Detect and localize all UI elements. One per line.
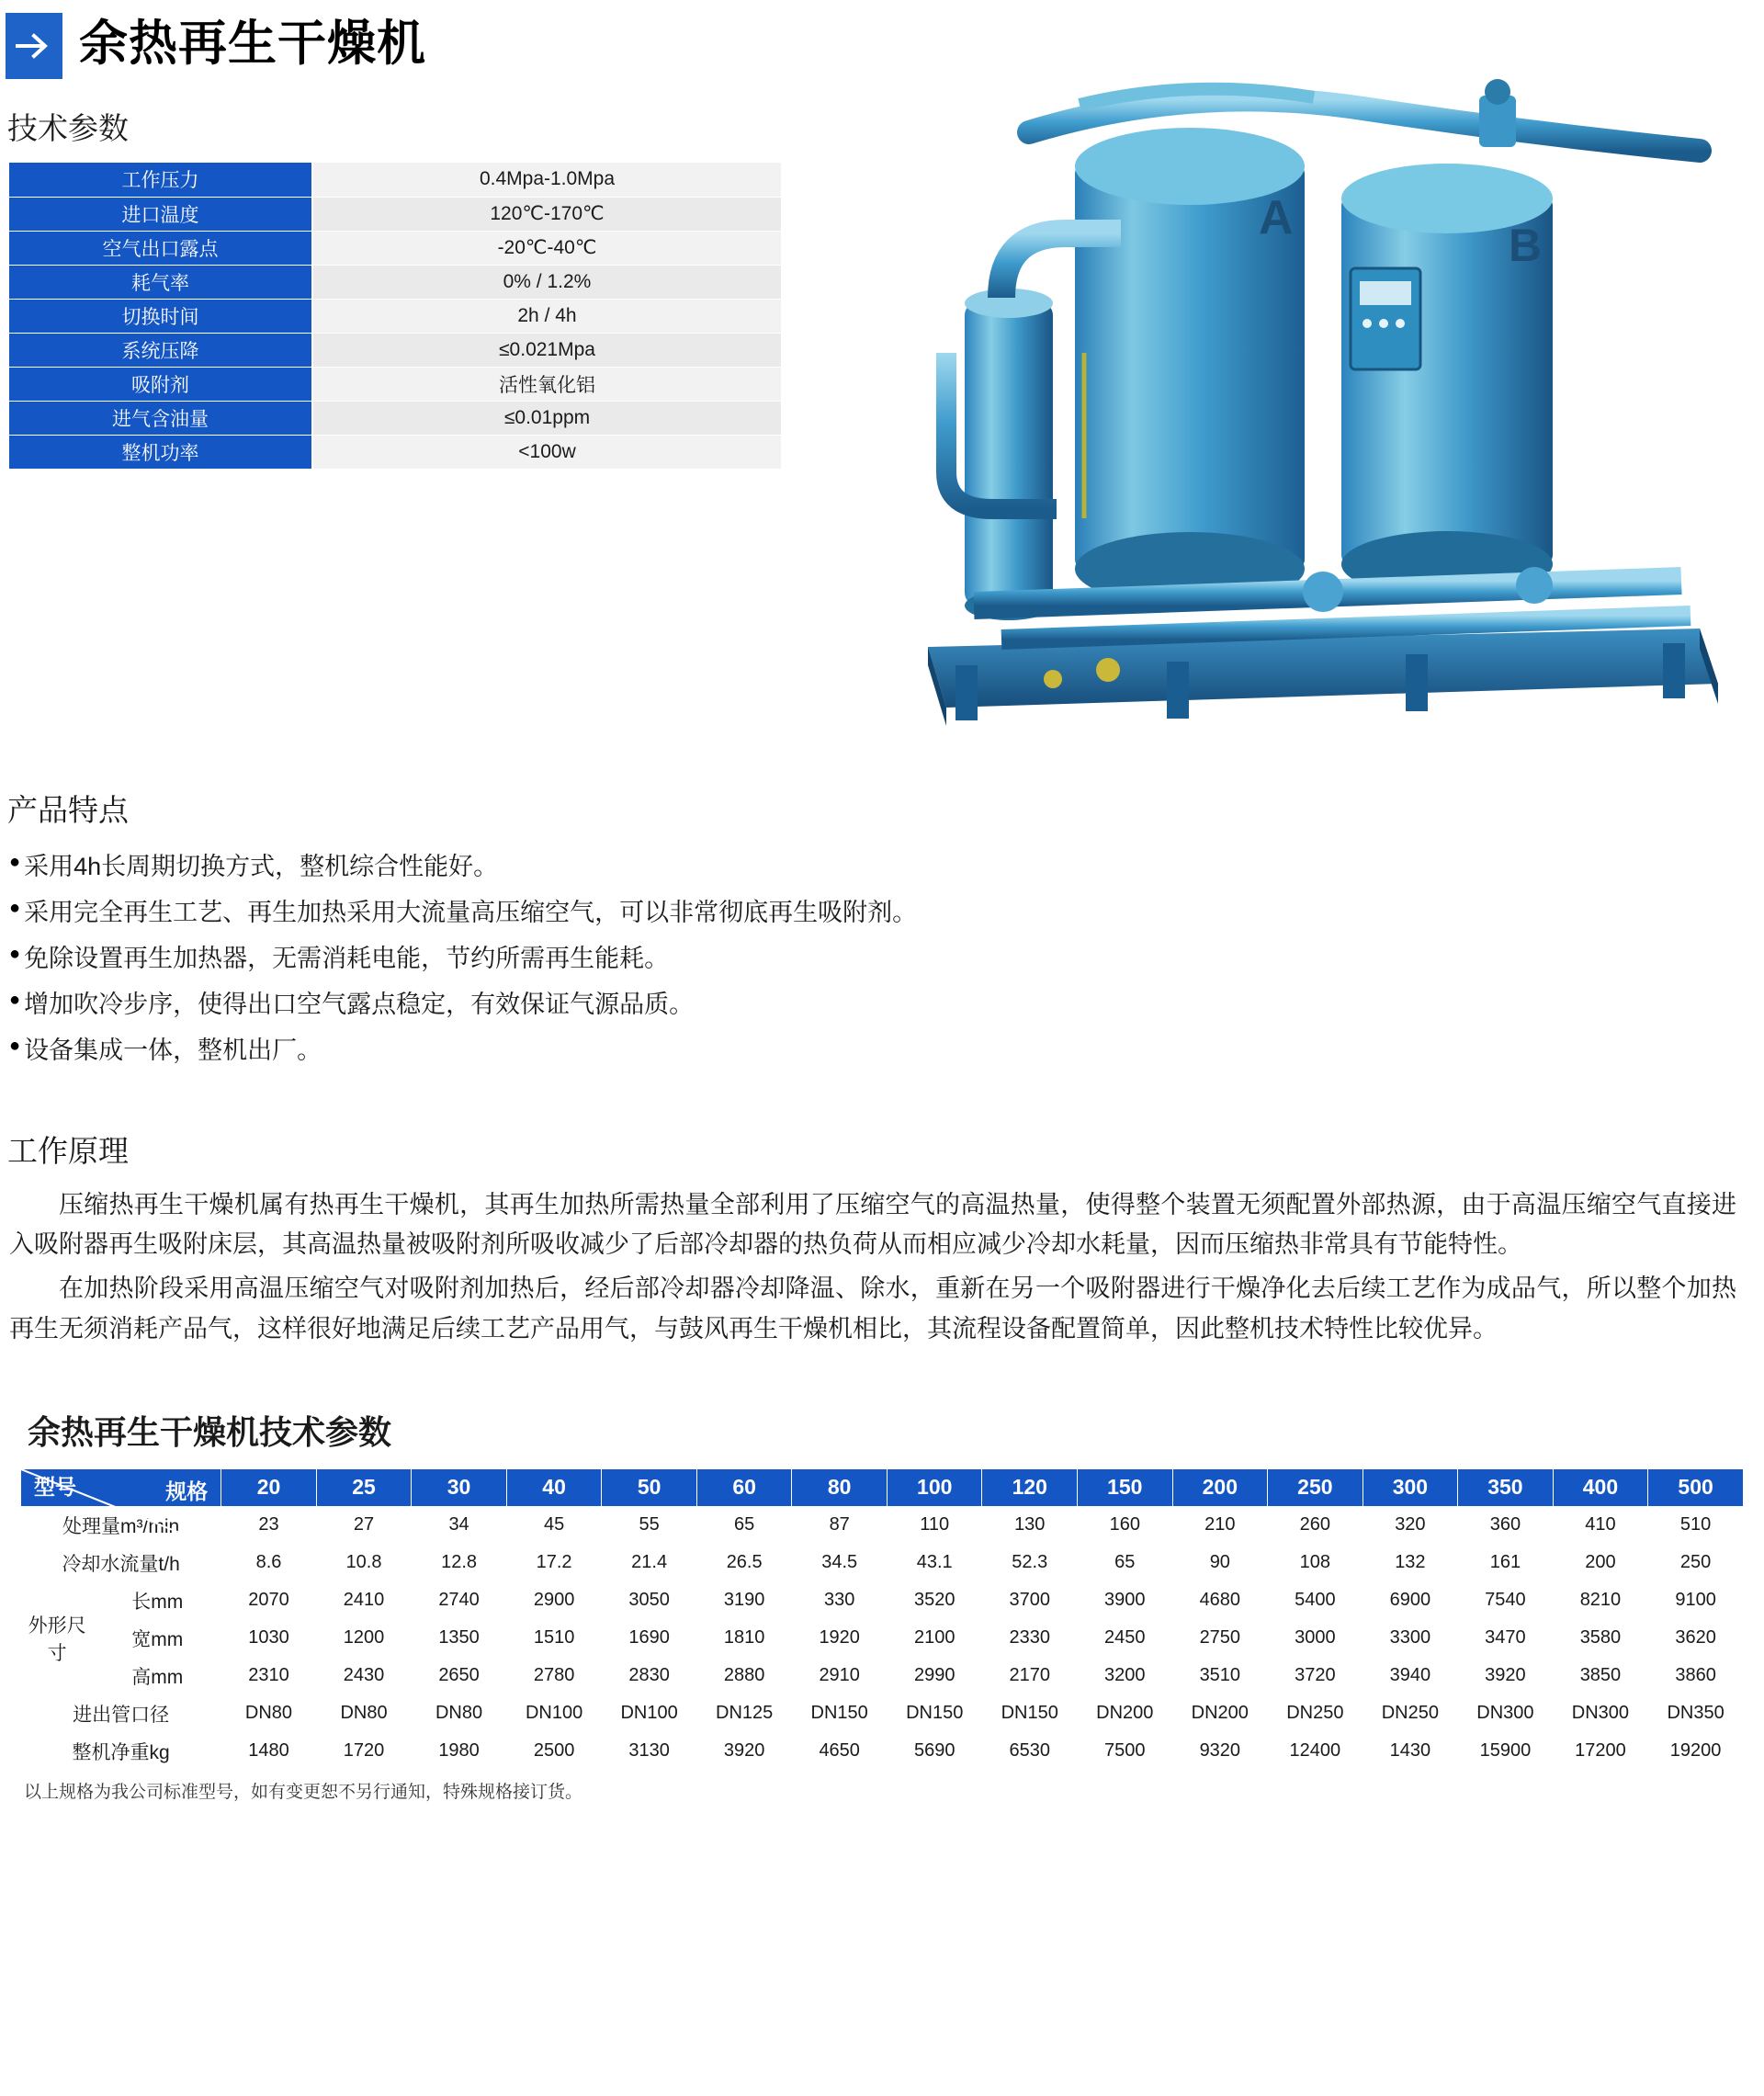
cell: 3920 [696, 1732, 792, 1770]
cell: 1720 [316, 1732, 412, 1770]
cell: 3050 [602, 1581, 697, 1619]
tech-spec-table [9, 163, 781, 470]
cell: 3130 [602, 1732, 697, 1770]
table-row [21, 1619, 1744, 1657]
cell: 8210 [1553, 1581, 1648, 1619]
principle-paragraph: 压缩热再生干燥机属有热再生干燥机，其再生加热所需热量全部利用了压缩空气的高温热量，使得整个装置无须配置外部热源，由于高温压缩空气直接进入吸附器再生吸附床层，其高温热量被吸附剂所吸收减少了后部冷却器的热负荷从而相应减少冷却水耗量，因而压缩热非常具有节能特性。 [9, 1190, 1736, 1259]
row-sub-label: 宽mm [94, 1619, 221, 1657]
cell: 9320 [1172, 1732, 1268, 1770]
table-row [9, 367, 781, 401]
list-item [9, 890, 1764, 936]
col-header: 200 [1172, 1468, 1268, 1506]
row-label: 冷却水流量t/h [21, 1544, 221, 1581]
cell: DN125 [696, 1694, 792, 1732]
spec-key: 进口温度 [9, 197, 312, 231]
table-row [9, 197, 781, 231]
row-label: 整机净重kg [21, 1732, 221, 1770]
cell: DN80 [221, 1694, 317, 1732]
corner-label-spec: 规格 [165, 1479, 209, 1503]
arrow-right-icon [6, 13, 62, 79]
big-table-heading: 余热再生干燥机技术参数 [28, 1412, 392, 1451]
cell: DN200 [1078, 1694, 1173, 1732]
cell: 2100 [887, 1619, 982, 1657]
cell: 65 [1078, 1544, 1173, 1581]
cell: 3940 [1363, 1657, 1458, 1694]
spec-value: 2h / 4h [312, 299, 781, 333]
row-label: 进出管口径 [21, 1694, 221, 1732]
cell: DN100 [506, 1694, 602, 1732]
cell: 3300 [1363, 1619, 1458, 1657]
cell: 3580 [1553, 1619, 1648, 1657]
cell: 21.4 [602, 1544, 697, 1581]
col-header: 20 [221, 1468, 317, 1506]
cell: 4650 [792, 1732, 888, 1770]
list-item [9, 1028, 1764, 1074]
cell: 3920 [1458, 1657, 1554, 1694]
list-item [9, 982, 1764, 1028]
cell: 330 [792, 1581, 888, 1619]
row-label: 处理量m³/min [21, 1506, 221, 1544]
cell: 2500 [506, 1732, 602, 1770]
cell: 1480 [221, 1732, 317, 1770]
cell: 1430 [1363, 1732, 1458, 1770]
cell: 3700 [982, 1581, 1078, 1619]
spec-value: 120℃-170℃ [312, 197, 781, 231]
features-heading: 产品特点 [7, 793, 129, 827]
cell: 2990 [887, 1657, 982, 1694]
corner-label-model: 型号 [34, 1474, 76, 1499]
cell: 34 [412, 1506, 507, 1544]
cell: 52.3 [982, 1544, 1078, 1581]
col-header: 120 [982, 1468, 1078, 1506]
cell: 9100 [1648, 1581, 1744, 1619]
cell: 90 [1172, 1544, 1268, 1581]
cell: 55 [602, 1506, 697, 1544]
cell: 1350 [412, 1619, 507, 1657]
cell: 87 [792, 1506, 888, 1544]
spec-key: 进气含油量 [9, 401, 312, 435]
bullet-icon: ● [9, 989, 21, 1010]
table-row [21, 1581, 1744, 1619]
cell: DN150 [982, 1694, 1078, 1732]
product-photo [891, 77, 1755, 776]
cell: 1980 [412, 1732, 507, 1770]
cell: 3200 [1078, 1657, 1173, 1694]
spec-key: 耗气率 [9, 265, 312, 299]
cell: 3000 [1268, 1619, 1363, 1657]
principle-heading: 工作原理 [7, 1133, 129, 1168]
cell: 161 [1458, 1544, 1554, 1581]
cell: 132 [1363, 1544, 1458, 1581]
col-header: 60 [696, 1468, 792, 1506]
cell: 2910 [792, 1657, 888, 1694]
row-sub-label: 高mm [94, 1657, 221, 1694]
spec-key: 工作压力 [9, 163, 312, 197]
cell: DN250 [1363, 1694, 1458, 1732]
cell: 4680 [1172, 1581, 1268, 1619]
feature-text: 设备集成一体，整机出厂。 [24, 1036, 322, 1064]
table-row [9, 299, 781, 333]
cell: 160 [1078, 1506, 1173, 1544]
cell: DN300 [1553, 1694, 1648, 1732]
table-row [9, 333, 781, 367]
bullet-icon: ● [9, 897, 21, 918]
cell: 130 [982, 1506, 1078, 1544]
cell: 260 [1268, 1506, 1363, 1544]
cell: 320 [1363, 1506, 1458, 1544]
spec-value: ≤0.021Mpa [312, 333, 781, 367]
spec-key: 切换时间 [9, 299, 312, 333]
col-header: 25 [316, 1468, 412, 1506]
principle-body [9, 1185, 1736, 1350]
cell: DN150 [792, 1694, 888, 1732]
cell: 5690 [887, 1732, 982, 1770]
spec-key: 整机功率 [9, 435, 312, 469]
cell: DN80 [316, 1694, 412, 1732]
cell: 12400 [1268, 1732, 1363, 1770]
cell: 2070 [221, 1581, 317, 1619]
cell: 3900 [1078, 1581, 1173, 1619]
cell: 45 [506, 1506, 602, 1544]
cell: 2650 [412, 1657, 507, 1694]
table-row [21, 1732, 1744, 1770]
table-corner-cell [21, 1468, 221, 1506]
principle-paragraph: 在加热阶段采用高温压缩空气对吸附剂加热后，经后部冷却器冷却降温、除水，重新在另一个吸附器进行干燥净化去后续工艺作为成品气，所以整个加热再生无须消耗产品气，这样很好地满足后续工艺产品用气，与鼓风再生干燥机相比，其流程设备配置简单，因此整机技术特性比较优异。 [9, 1275, 1736, 1343]
table-row [9, 265, 781, 299]
cell: 10.8 [316, 1544, 412, 1581]
cell: 2330 [982, 1619, 1078, 1657]
cell: 34.5 [792, 1544, 888, 1581]
cell: 510 [1648, 1506, 1744, 1544]
cell: 3860 [1648, 1657, 1744, 1694]
col-header: 400 [1553, 1468, 1648, 1506]
table-row [21, 1506, 1744, 1544]
big-table-wrap [20, 1468, 1744, 1771]
cell: 2310 [221, 1657, 317, 1694]
cell: 360 [1458, 1506, 1554, 1544]
cell: 1690 [602, 1619, 697, 1657]
cell: 3510 [1172, 1657, 1268, 1694]
cell: 3620 [1648, 1619, 1744, 1657]
col-header: 350 [1458, 1468, 1554, 1506]
svg-text:A: A [1259, 191, 1294, 244]
cell: DN200 [1172, 1694, 1268, 1732]
table-row [21, 1544, 1744, 1581]
cell: 2780 [506, 1657, 602, 1694]
spec-value: <100w [312, 435, 781, 469]
cell: 1510 [506, 1619, 602, 1657]
list-item [9, 844, 1764, 890]
cell: 27 [316, 1506, 412, 1544]
cell: 2900 [506, 1581, 602, 1619]
technical-parameters-table [20, 1468, 1744, 1771]
cell: 1810 [696, 1619, 792, 1657]
col-header: 100 [887, 1468, 982, 1506]
cell: 2430 [316, 1657, 412, 1694]
feature-list [9, 844, 1764, 1074]
cell: 2410 [316, 1581, 412, 1619]
cell: DN100 [602, 1694, 697, 1732]
spec-value: 活性氧化铝 [312, 367, 781, 401]
bullet-icon: ● [9, 1035, 21, 1056]
table-row [9, 401, 781, 435]
cell: DN350 [1648, 1694, 1744, 1732]
table-row [21, 1657, 1744, 1694]
feature-text: 增加吹冷步序，使得出口空气露点稳定，有效保证气源品质。 [24, 990, 695, 1018]
col-header: 500 [1648, 1468, 1744, 1506]
col-header: 250 [1268, 1468, 1363, 1506]
table-header-row [21, 1468, 1744, 1506]
cell: DN80 [412, 1694, 507, 1732]
cell: DN250 [1268, 1694, 1363, 1732]
row-sub-label: 长mm [94, 1581, 221, 1619]
cell: 5400 [1268, 1581, 1363, 1619]
cell: 200 [1553, 1544, 1648, 1581]
cell: 17200 [1553, 1732, 1648, 1770]
bullet-icon: ● [9, 852, 21, 872]
cell: 108 [1268, 1544, 1363, 1581]
cell: 2750 [1172, 1619, 1268, 1657]
cell: 6530 [982, 1732, 1078, 1770]
top-section [0, 105, 1764, 766]
spec-key: 吸附剂 [9, 367, 312, 401]
feature-text: 免除设置再生加热器，无需消耗电能，节约所需再生能耗。 [24, 944, 670, 972]
page-title: 余热再生干燥机 [79, 16, 426, 71]
col-header: 50 [602, 1468, 697, 1506]
cell: 1030 [221, 1619, 317, 1657]
table-row [21, 1694, 1744, 1732]
spec-key: 空气出口露点 [9, 231, 312, 265]
spec-table-wrap [9, 163, 781, 470]
spec-value: -20℃-40℃ [312, 231, 781, 265]
cell: 7540 [1458, 1581, 1554, 1619]
cell: 15900 [1458, 1732, 1554, 1770]
cell: 3190 [696, 1581, 792, 1619]
cell: 3720 [1268, 1657, 1363, 1694]
cell: 12.8 [412, 1544, 507, 1581]
spec-key: 系统压降 [9, 333, 312, 367]
spec-value: 0% / 1.2% [312, 265, 781, 299]
cell: 2450 [1078, 1619, 1173, 1657]
cell: 7500 [1078, 1732, 1173, 1770]
row-group-label: 外形尺寸 [21, 1581, 94, 1694]
cell: 3520 [887, 1581, 982, 1619]
cell: 23 [221, 1506, 317, 1544]
feature-text: 采用4h长周期切换方式，整机综合性能好。 [24, 853, 499, 880]
cell: 26.5 [696, 1544, 792, 1581]
svg-text:B: B [1509, 220, 1543, 271]
spec-value: ≤0.01ppm [312, 401, 781, 435]
table-row [9, 163, 781, 197]
feature-text: 采用完全再生工艺、再生加热采用大流量高压缩空气，可以非常彻底再生吸附剂。 [24, 898, 918, 926]
list-item [9, 936, 1764, 982]
cell: 2740 [412, 1581, 507, 1619]
bullet-icon: ● [9, 943, 21, 964]
col-header: 150 [1078, 1468, 1173, 1506]
tech-params-heading: 技术参数 [7, 111, 129, 145]
cell: DN150 [887, 1694, 982, 1732]
cell: 210 [1172, 1506, 1268, 1544]
col-header: 30 [412, 1468, 507, 1506]
cell: 19200 [1648, 1732, 1744, 1770]
col-header: 40 [506, 1468, 602, 1506]
col-header: 80 [792, 1468, 888, 1506]
cell: 1920 [792, 1619, 888, 1657]
cell: 6900 [1363, 1581, 1458, 1619]
table-row [9, 231, 781, 265]
cell: 8.6 [221, 1544, 317, 1581]
cell: 2880 [696, 1657, 792, 1694]
cell: 2830 [602, 1657, 697, 1694]
cell: 2170 [982, 1657, 1078, 1694]
spec-value: 0.4Mpa-1.0Mpa [312, 163, 781, 197]
cell: 250 [1648, 1544, 1744, 1581]
col-header: 300 [1363, 1468, 1458, 1506]
cell: 17.2 [506, 1544, 602, 1581]
cell: 43.1 [887, 1544, 982, 1581]
cell: 3470 [1458, 1619, 1554, 1657]
cell: 3850 [1553, 1657, 1648, 1694]
table-footnote: 以上规格为我公司标准型号，如有变更恕不另行通知，特殊规格接订货。 [24, 1782, 583, 1802]
page-header [0, 0, 1764, 85]
table-row [9, 435, 781, 469]
cell: DN300 [1458, 1694, 1554, 1732]
cell: 1200 [316, 1619, 412, 1657]
cell: 110 [887, 1506, 982, 1544]
cell: 410 [1553, 1506, 1648, 1544]
cell: 65 [696, 1506, 792, 1544]
